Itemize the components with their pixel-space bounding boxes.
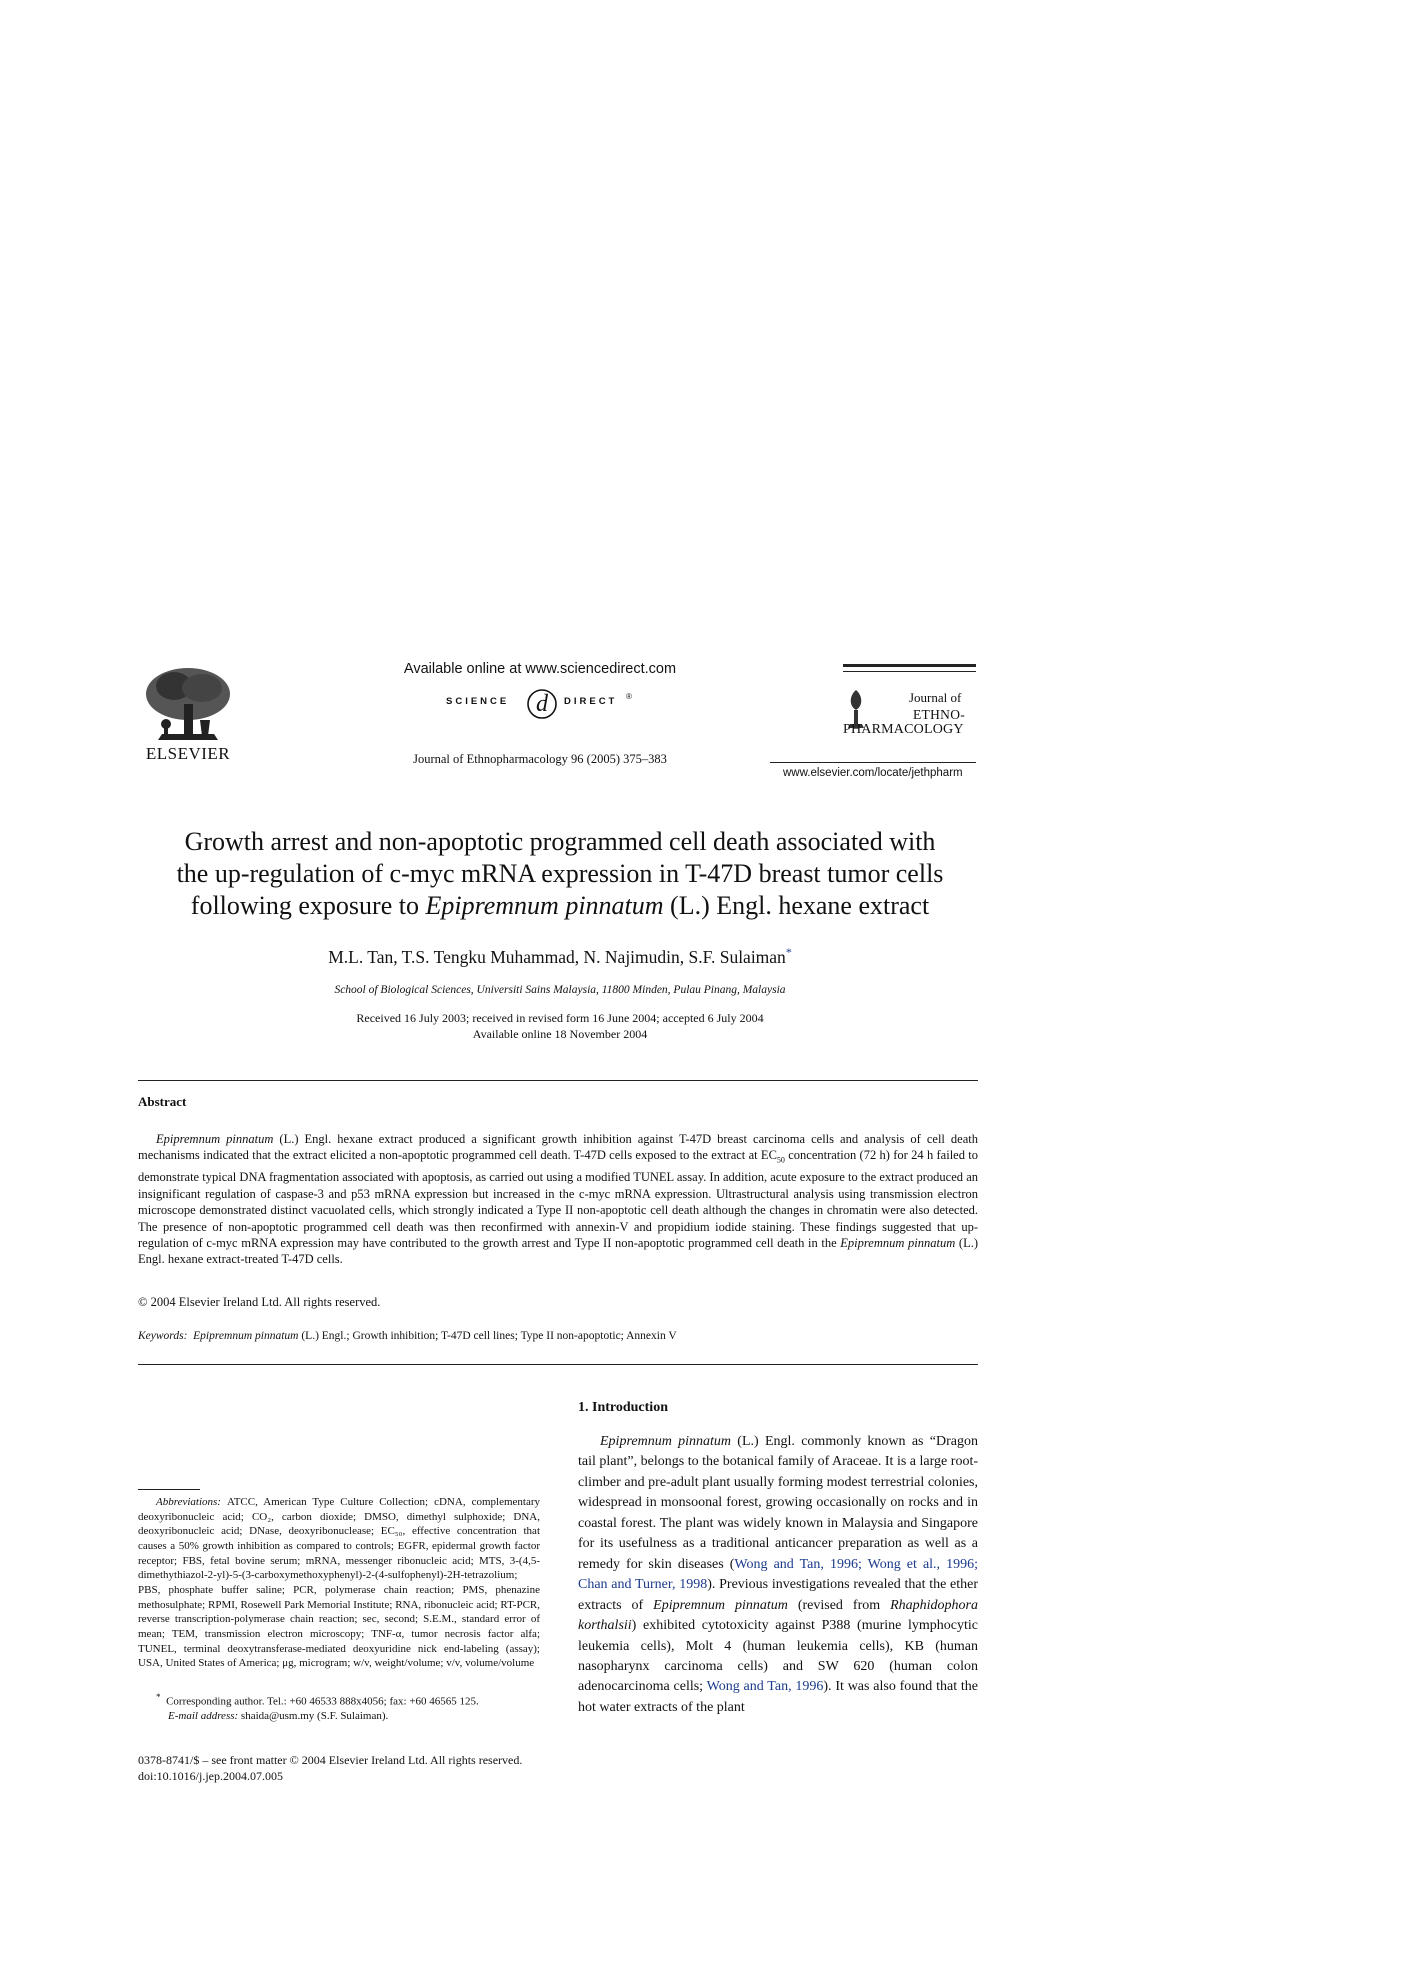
citation-link-2[interactable]: Wong and Tan, 1996: [706, 1679, 824, 1695]
available-online-line: Available online 18 November 2004: [472, 1027, 648, 1041]
corresponding-author-link[interactable]: *: [785, 945, 792, 959]
keywords: Keywords: Epipremnum pinnatum (L.) Engl.; Growth inhibition; T-47D cell lines; Type II non-apoptotic; Annexin V: [138, 1330, 677, 1342]
elsevier-tree-icon: [138, 664, 238, 748]
author-list: M.L. Tan, T.S. Tengku Muhammad, N. Najimudin, S.F. Sulaiman*: [328, 945, 792, 967]
footnote-separator: [138, 1489, 200, 1490]
abstract-copyright: © 2004 Elsevier Ireland Ltd. All rights reserved.: [138, 1295, 381, 1309]
journal-logo-line2: ETHNO-: [913, 707, 966, 722]
sciencedirect-at-icon: [524, 686, 560, 722]
abstract-rule-bottom: [138, 1364, 978, 1365]
sciencedirect-logo: [446, 686, 646, 722]
article-title: [120, 826, 1000, 922]
svg-text:d: d: [536, 691, 548, 717]
front-matter: [138, 1752, 598, 1784]
corresponding-author-footnote: * Corresponding author. Tel.: +60 46533 888x4056; fax: +60 46565 125. E-mail address: shaida@usm.my (S.F. Sulaiman).: [156, 1692, 479, 1723]
issn-line: 0378-8741/$ – see front matter © 2004 Elsevier Ireland Ltd. All rights reserved.: [138, 1753, 523, 1767]
elsevier-logo: [138, 664, 238, 764]
introduction-body: Epipremnum pinnatum (L.) Engl. commonly known as “Dragon tail plant”, belongs to the botanical family of Araceae. It is a large root-climber and pre-adult plant usually forming modest terrestrial colonies, widespread in monsoonal forest, growing occasionally on rocks and in coastal forest. The plant was widely known in Malaysia and Singapore for its usefulness as a traditional anticancer preparation as well as a remedy for skin diseases (Wong and Tan, 1996; Wong et al., 1996; Chan and Turner, 1998). Previous investigations revealed that the ether extracts of Epipremnum pinnatum (revised from Rhaphidophora korthalsii) exhibited cytotoxicity against P388 (murine lymphocytic leukemia cells), Molt 4 (human leukemia cells), KB (human nasopharynx carcinoma cells) and SW 620 (human colon adenocarcinoma cells; Wong and Tan, 1996). It was also found that the hot water extracts of the plant: [578, 1434, 978, 1715]
keywords-label: Keywords:: [138, 1330, 188, 1342]
sciencedirect-left-text: SCIENCE: [446, 696, 510, 707]
abstract-rule-top: [138, 1080, 978, 1081]
title-species-name: Epipremnum pinnatum: [425, 891, 664, 920]
sciencedirect-registered-mark: ®: [626, 692, 632, 701]
abbreviations-footnote: Abbreviations: ATCC, American Type Culture Collection; cDNA, complementary deoxyribonucleic acid; CO₂, carbon dioxide; DMSO, dimethyl sulphoxide; DNA, deoxyribonucleic acid; DNase, deoxyribonuclease; EC₅₀, effective concentration that causes a 50% growth inhibition as compared to controls; EGFR, epidermal growth factor receptor; FBS, fetal bovine serum; mRNA, messenger ribonucleic acid; MTS, 3-(4,5-dimethythiazol-2-yl)-5-(3-carboxymethoxyphenyl)-2-(4-sulfophenyl)-2H-tetrazolium; PBS, phosphate buffer saline; PCR, polymerase chain reaction; PMS, phenazine methosulphate; RPMI, Rosewell Park Memorial Institute; RNA, ribonucleic acid; RT-PCR, reverse transcription-polymerase chain reaction; sec, second; S.E.M., standard error of mean; TEM, transmission electron microscopy; TNF-α, tumor necrosis factor alfa; TUNEL, terminal deoxytransferase-mediated deoxyuridine nick end-labeling (assay); USA, United States of America; μg, microgram; w/v, weight/volume; v/v, volume/volume: [138, 1496, 540, 1670]
sciencedirect-right-text: DIRECT: [564, 696, 618, 707]
abstract-heading: Abstract: [138, 1094, 187, 1109]
journal-citation: Journal of Ethnopharmacology 96 (2005) 375–383: [413, 752, 667, 766]
doi-line[interactable]: doi:10.1016/j.jep.2004.07.005: [138, 1769, 283, 1783]
title-line-3: following exposure to Epipremnum pinnatum (L.) Engl. hexane extract: [190, 891, 930, 920]
abstract-body: Epipremnum pinnatum (L.) Engl. hexane extract produced a significant growth inhibition against T-47D breast carcinoma cells and analysis of cell death mechanisms indicated that the extract elicited a non-apoptotic programmed cell death. T-47D cells exposed to the extract at $EC_{50}$ concentration (72 h) for 24 h failed to demonstrate typical DNA fragmentation associated with apoptosis, as carried out using a modified TUNEL assay. In addition, acute exposure to the extract produced an insignificant regulation of caspase-3 and p53 mRNA expression but increased in the c-myc mRNA expression. Ultrastructural analysis using transmission electron microscope demonstrated distinct vacuolated cells, which strongly indicated a Type II non-apoptotic cell death although the changes in chromatin were also detected. The presence of non-apoptotic programmed cell death was then reconfirmed with annexin-V and propidium iodide staining. These findings suggested that up-regulation of c-myc mRNA expression may have contributed to the growth arrest and Type II non-apoptotic programmed cell death in the Epipremnum pinnatum (L.) Engl. hexane extract-treated T-47D cells.: [138, 1132, 978, 1267]
journal-logo-line3: PHARMACOLOGY: [843, 722, 964, 737]
elsevier-wordmark: ELSEVIER: [145, 744, 231, 763]
received-dates: [200, 1010, 920, 1042]
journal-logo-line1: Journal of: [909, 690, 962, 705]
citation-link-1[interactable]: Wong and Tan, 1996; Wong et al., 1996; Chan and Turner, 1998: [578, 1556, 978, 1593]
email-address[interactable]: shaida@usm.my (S.F. Sulaiman).: [240, 1710, 389, 1723]
title-line-2: the up-regulation of c-myc mRNA expression in T-47D breast tumor cells: [176, 859, 944, 888]
journal-logo: [843, 688, 976, 744]
email-label: E-mail address:: [168, 1710, 239, 1723]
received-line: Received 16 July 2003; received in revised form 16 June 2004; accepted 6 July 2004: [356, 1011, 764, 1025]
available-online-text: Available online at www.sciencedirect.com: [403, 661, 677, 677]
journal-header-rule-top2: [843, 671, 976, 672]
affiliation: School of Biological Sciences, Universiti Sains Malaysia, 11800 Minden, Pulau Pinang, Malaysia: [334, 984, 786, 996]
journal-url[interactable]: www.elsevier.com/locate/jethpharm: [783, 767, 963, 779]
title-line-1: Growth arrest and non-apoptotic programmed cell death associated with: [184, 827, 936, 856]
abbreviations-label: Abbreviations:: [156, 1496, 221, 1508]
journal-header-rule-bottom: [770, 762, 976, 763]
journal-header-rule-top: [843, 664, 976, 667]
introduction-heading: 1. Introduction: [578, 1400, 668, 1415]
